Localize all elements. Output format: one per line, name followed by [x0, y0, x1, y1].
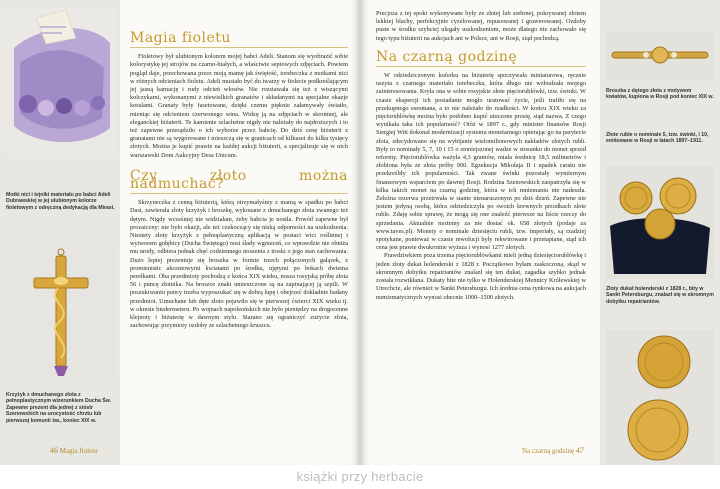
right-page	[362, 0, 720, 465]
watermark-text: książki przy herbacie	[0, 465, 720, 489]
coins-photo	[606, 166, 714, 278]
cross-photo	[6, 248, 116, 378]
paragraph: Fioletowy był ulubionym kolorem mojej babci Adeli. Stanom się wyobrazić sobie kolorystykę jej strojów na czarno-białych, a właściwie sepiowych zdjęciach. Powiem pogląd daje, przechowana przez moją mamę jak świętość, torebeczka z motkami nici w różnych odcieniach fioletu. Adeli musiało być do twarzy w fiolecie podkreślającym jej jasną karnację i rudy odcień włosów. Nie rozstawała się też z wiszącymi kolczykami, wykonanymi z niewielkich granatów i składanymi na specjalne okazje koralami. Granaty były fasetowane, dzięki czemu pięknie załamywały światło, mieniąc się odcieniem czerwonego wina. Widzę ją na zdjęciach w skromnej, ale eleganckiej biżuterii. Te kamienie szlachetne nigdy nie należały do najdroższych i to też zapewne przesądziło o ich wyborze przez babcię. Do dziś cenę biżuterii z granatami nie są wygórowane i mieszczą się w granicach od kilkuset do kilku tysięcy złotych. Można je kupić prawie na każdej aukcji biżuterii, a specjalizuje się w nich warszawski Dom Aukcyjny Desa Unicum.	[130, 53, 348, 159]
caption-cross: Krzyżyk z dmuchanego złota z pełnoplastycznym wizerunkiem Ducha Św. Zapewne prezent dla jednej z sióstr Szenowskich na urocystość chrztu lub pierwszej komunii św., koniec XIX w.	[6, 392, 112, 424]
folio-title: Na czarną godzinę	[522, 447, 575, 455]
page-number: 47	[575, 446, 584, 455]
title-rule	[376, 66, 586, 67]
paragraph: Prawdziwkiem poza trzema pięciorublówkami mieli jedną dziesięciorublówkę i jeden złoty dukat holenderski z 1828 r. Początkowo byłam zaskoczona, skąd w skromnym dobytku repatriantów znalazł się ten dukat, zagadka szybko jednak została rozwikłana. Dukaty bite nie tylko w Holenderskiej Mennicy Królewskiej w Utrechcie, ale również w Sankt Petersburgu. Ich średnia cena rynkowa na aukcjach numizmatycznych wynosi obecnie 1000–1500 złotych.	[376, 252, 586, 301]
left-text-column	[130, 30, 348, 331]
page-number: 46	[50, 446, 58, 455]
caption-fabric: Motki nici i tejniki materiału po babci Adeli Dubrawskiej w jej ulubionym kolorze fioletowym z odręczną dedykacją dla Mirasi.	[6, 192, 115, 211]
section-title-zloto: Czy złoto można nadmuchać?	[130, 167, 348, 193]
folio-title: Magia fioletu	[59, 447, 98, 455]
brooch-photo	[606, 32, 714, 80]
title-rule	[130, 47, 348, 48]
right-folio	[522, 446, 584, 455]
caption-coins: Złote ruble o nominale 5, tzw. świnki, i 10, emitowane w Rosji w latach 1897–1911.	[606, 132, 709, 145]
caption-ducat: Złoty dukat holenderski z 1828 r., bity w Sankt Petersburgu, znalazł się w skromnym dobytku repatriantów.	[606, 286, 714, 305]
paragraph: Precjoza z tej epoki wykonywane były ze złotej lub srebrnej, pokrywanej złotem lekkiej blachy, perfekcyjnie cyzelowanej, repusowanej i grawerowanej. Ozdoby puste w środku szybciej ulegały uszkodzeniom, może dlatego nie zachowało się tego typu biżuterii na aukcjach ani w Polsce, ani w Rosji, siąd pochodzą.	[376, 10, 586, 42]
left-folio	[50, 446, 98, 455]
paragraph: Skrzyneczka z cenną biżuterią, którą otrzymałyśmy z mamą w spadku po babci Dasi, zawierała złoty krzyżyk i broszkę, wykonane z dmuchanego złota zwanego też dętym. Nigdy wcześniej nie widziałam, żeby babcia je nosiła. Powód zapewne był prozaiczny: nie było okazji, ale też czekoczący się niską odporności na uszkodzenia. Niestety złoty krzyżyk z pełnoplastyczną aplikacją w postaci wici roślinnej i wytworem gołębicy (Ducha Świętego) nosi ślady wgnieceń, co wprawdzie nie obniża mu urody, odbiera jednak chęć codziennego noszenia z troski o jego stan zachowania. Dużo lepiej prezentuje się broszka w formie trzech połączonych gałązek, z promienistic akcentowymi kwiatami po środku, ujętymi po bokach dwiema perełkami. Oba przedmioty pochodzą z końca XIX wieku, nosza rosyjską próbę złota 56 i puncę złotnika. Na broszce znaki umieszczone są na zapinającej ją szpili. W poszukiwaniu puncy trzeba wyposzukać się w dobrą lupę i obejrzeć dokładnie badany przedmiot. Umuchane lub dęte złoto pojawiło się w pierwszej ćwierci XIX wieku tj. w okresie biedermeieru. Po wojnach napoleońskich nie było pieniędzy na drogocenne klejnoty i biżuterię w dawnym stylu. Starano się ograniczyć zużycie złota, zachowując przymioty ozdoby ze szlachetnego kruszcu.	[130, 199, 348, 330]
title-rule	[130, 193, 348, 194]
ducat-photo	[606, 330, 714, 465]
caption-brooch: Broszka z dętego złota z motywem kwiatów, kupiona w Rosji pod koniec XIX w.	[606, 88, 714, 101]
section-title-godzine: Na czarną godzinę	[376, 48, 518, 65]
left-page	[0, 0, 358, 465]
section-title-magia: Magia fioletu	[130, 30, 231, 46]
fabric-photo	[6, 8, 116, 153]
paragraph: W odziedziczonym kuferku na biżuterię spoczywała miniaturowa, ręcznie uszyta z czarnego materiału torebeczka, która długo nie wzbudzała mojego zainteresowania. Kryła ona w sobie rosyjskie złote pięciorublówki, tzw. świnki. W czasie ekspercji ich posiadanie mogło uratować życie, jeśli trafiło się na przekupnego esesmana, a to nie należało do rzadkości. W końcu XIX wieku za pięciorublówkę można było podobno kupić utuczone prosię, stąd nazwa. Z czego wynikała taka ich popularność? Otóż w 1897 r., gdy minister finansów Rosji Siergiej Witt dokonał modernizacji systemu monetarnego opierając go na parytecie złota, zdecydowano się na wybijanie wielomilionowych nakładów złotych rubli. Były to nominały 5, 7, 10 i 15 o zmniejszonej wadze w stosunku do monet sprzed reformy. Pięciorublówka ważyła 4,3 gramów, miała średnicę 18,5 milimetrów i złobiona była ze złota próby 900. Egzekucja Mikołaja II i upadek caratu nie przekreśliły ich popularności. Tak zwane świnki pozostały wymiernym finansowym wsparciem po dawnej Rosji. Rodzina Szenowskich zaopatrzyła się w kilka takich monet na czarną godzinę, która w ich mniemaniu nie nadeszła. Żeleźna rezerwa przetrwała w stanie nienaruszonym po dziś dzień. Zapewne nie jestem jedyną osobą, która odziedziczyła po swoich krewnych przodkach złote ruble. Zdaję sobie sprawę, że mogą się one znaleźć pierwsze na liście rzeczy do sprzedania. Aktualnie możemy za nie dostać ok. 658 złotych (podaje za www.taves.pl). Monety o nominale dziesięciu rubli, tzw. imperiały, są rzadziej spotykane, ponieważ w czasie rewolucji były rekwirowane i przetapiane, stąd ich cena jest prawie dwukrotnie wyższa i wynosi 1277 złotych.	[376, 72, 586, 252]
right-text-column	[376, 10, 586, 302]
